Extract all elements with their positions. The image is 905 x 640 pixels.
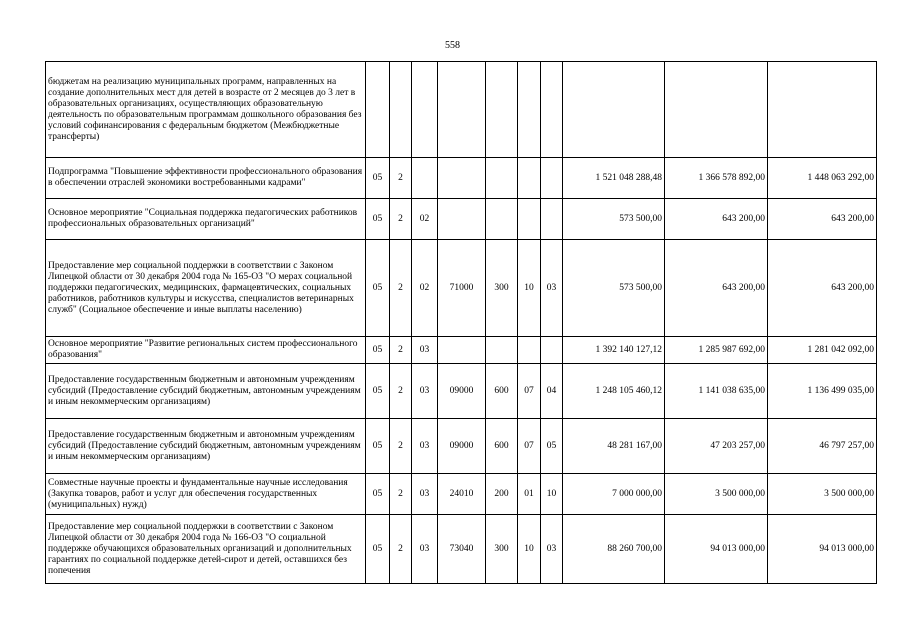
code-section: 10 bbox=[518, 240, 541, 337]
amount-year-3: 1 281 042 092,00 bbox=[768, 337, 877, 364]
code-expense-type: 600 bbox=[486, 419, 518, 474]
code-direction bbox=[438, 62, 486, 158]
amount-year-3: 94 013 000,00 bbox=[768, 515, 877, 584]
code-section bbox=[518, 337, 541, 364]
code-subsection bbox=[541, 199, 563, 240]
code-section: 07 bbox=[518, 419, 541, 474]
code-direction bbox=[438, 199, 486, 240]
code-direction bbox=[438, 158, 486, 199]
amount-year-3: 643 200,00 bbox=[768, 240, 877, 337]
code-program: 05 bbox=[366, 240, 390, 337]
amount-year-1: 1 248 105 460,12 bbox=[563, 364, 665, 419]
code-expense-type: 200 bbox=[486, 474, 518, 515]
code-subsection bbox=[541, 158, 563, 199]
code-activity: 03 bbox=[412, 419, 438, 474]
code-expense-type bbox=[486, 158, 518, 199]
code-expense-type bbox=[486, 199, 518, 240]
amount-year-1: 1 521 048 288,48 bbox=[563, 158, 665, 199]
code-program: 05 bbox=[366, 419, 390, 474]
code-subsection bbox=[541, 337, 563, 364]
code-activity bbox=[412, 62, 438, 158]
code-section: 10 bbox=[518, 515, 541, 584]
code-activity: 02 bbox=[412, 199, 438, 240]
code-subsection: 03 bbox=[541, 515, 563, 584]
code-section bbox=[518, 62, 541, 158]
amount-year-3: 1 448 063 292,00 bbox=[768, 158, 877, 199]
code-section: 07 bbox=[518, 364, 541, 419]
code-subprogram: 2 bbox=[390, 515, 412, 584]
code-program: 05 bbox=[366, 199, 390, 240]
table-row bbox=[46, 515, 877, 584]
code-activity: 03 bbox=[412, 515, 438, 584]
code-subprogram: 2 bbox=[390, 364, 412, 419]
code-subsection: 03 bbox=[541, 240, 563, 337]
code-expense-type: 300 bbox=[486, 240, 518, 337]
code-activity: 02 bbox=[412, 240, 438, 337]
code-subprogram: 2 bbox=[390, 199, 412, 240]
table-row bbox=[46, 158, 877, 199]
code-program: 05 bbox=[366, 515, 390, 584]
budget-table bbox=[45, 61, 877, 584]
code-subsection bbox=[541, 62, 563, 158]
amount-year-2: 643 200,00 bbox=[665, 199, 768, 240]
code-subprogram: 2 bbox=[390, 240, 412, 337]
code-program bbox=[366, 62, 390, 158]
code-direction bbox=[438, 337, 486, 364]
code-activity: 03 bbox=[412, 474, 438, 515]
row-description: Предоставление государственным бюджетным и автономным учреждениям субсидий (Предоставление субсидий бюджетным, автономным учреждениям и иным некоммерческим организациям) bbox=[46, 364, 366, 419]
table-row bbox=[46, 62, 877, 158]
code-program: 05 bbox=[366, 158, 390, 199]
amount-year-2: 1 285 987 692,00 bbox=[665, 337, 768, 364]
code-section bbox=[518, 199, 541, 240]
row-description: Основное мероприятие "Развитие региональных систем профессионального образования" bbox=[46, 337, 366, 364]
row-description: Предоставление государственным бюджетным и автономным учреждениям субсидий (Предоставление субсидий бюджетным, автономным учреждениям и иным некоммерческим организациям) bbox=[46, 419, 366, 474]
code-direction: 71000 bbox=[438, 240, 486, 337]
code-activity: 03 bbox=[412, 337, 438, 364]
table-row bbox=[46, 337, 877, 364]
amount-year-3: 3 500 000,00 bbox=[768, 474, 877, 515]
amount-year-3: 46 797 257,00 bbox=[768, 419, 877, 474]
table-row bbox=[46, 419, 877, 474]
code-section: 01 bbox=[518, 474, 541, 515]
code-subprogram: 2 bbox=[390, 474, 412, 515]
table-row bbox=[46, 240, 877, 337]
amount-year-3: 1 136 499 035,00 bbox=[768, 364, 877, 419]
row-description: Предоставление мер социальной поддержки в соответствии с Законом Липецкой области от 30 декабря 2004 года № 165-ОЗ "О мерах социальной поддержки педагогических, медицинских, фармацевтических, социальных работников, работников культуры и искусства, специалистов ветеринарных служб" (Социальное обеспечение и иные выплаты населению) bbox=[46, 240, 366, 337]
code-activity bbox=[412, 158, 438, 199]
amount-year-2: 1 366 578 892,00 bbox=[665, 158, 768, 199]
code-subprogram: 2 bbox=[390, 158, 412, 199]
amount-year-1: 88 260 700,00 bbox=[563, 515, 665, 584]
code-direction: 09000 bbox=[438, 364, 486, 419]
code-direction: 24010 bbox=[438, 474, 486, 515]
amount-year-2: 47 203 257,00 bbox=[665, 419, 768, 474]
code-program: 05 bbox=[366, 364, 390, 419]
table-row bbox=[46, 199, 877, 240]
code-subprogram: 2 bbox=[390, 419, 412, 474]
amount-year-1: 573 500,00 bbox=[563, 199, 665, 240]
amount-year-1: 48 281 167,00 bbox=[563, 419, 665, 474]
amount-year-1: 7 000 000,00 bbox=[563, 474, 665, 515]
amount-year-2: 1 141 038 635,00 bbox=[665, 364, 768, 419]
table-row bbox=[46, 364, 877, 419]
page-number: 558 bbox=[445, 40, 460, 51]
amount-year-1: 573 500,00 bbox=[563, 240, 665, 337]
amount-year-1: 1 392 140 127,12 bbox=[563, 337, 665, 364]
code-direction: 73040 bbox=[438, 515, 486, 584]
code-direction: 09000 bbox=[438, 419, 486, 474]
row-description: бюджетам на реализацию муниципальных программ, направленных на создание дополнительных мест для детей в возрасте от 2 месяцев до 3 лет в образовательных организациях, осуществляющих образовательную деятельность по образовательным программам дошкольного образования без условий софинансирования с федеральным бюджетом (Межбюджетные трансферты) bbox=[46, 62, 366, 158]
amount-year-2 bbox=[665, 62, 768, 158]
row-description: Предоставление мер социальной поддержки в соответствии с Законом Липецкой области от 30 декабря 2004 года № 166-ОЗ "О социальной поддержке обучающихся образовательных организаций и дополнительных гарантиях по социальной поддержке детей-сирот и детей, оставшихся без попечения bbox=[46, 515, 366, 584]
code-subsection: 04 bbox=[541, 364, 563, 419]
code-subsection: 05 bbox=[541, 419, 563, 474]
code-activity: 03 bbox=[412, 364, 438, 419]
code-subprogram bbox=[390, 62, 412, 158]
row-description: Подпрограмма "Повышение эффективности профессионального образования в обеспечении отраслей экономики востребованными кадрами" bbox=[46, 158, 366, 199]
code-expense-type: 300 bbox=[486, 515, 518, 584]
code-expense-type bbox=[486, 337, 518, 364]
amount-year-2: 94 013 000,00 bbox=[665, 515, 768, 584]
code-expense-type bbox=[486, 62, 518, 158]
amount-year-1 bbox=[563, 62, 665, 158]
row-description: Совместные научные проекты и фундаментальные научные исследования (Закупка товаров, работ и услуг для обеспечения государственных (муниципальных) нужд) bbox=[46, 474, 366, 515]
amount-year-2: 643 200,00 bbox=[665, 240, 768, 337]
code-program: 05 bbox=[366, 474, 390, 515]
code-expense-type: 600 bbox=[486, 364, 518, 419]
code-subprogram: 2 bbox=[390, 337, 412, 364]
amount-year-3: 643 200,00 bbox=[768, 199, 877, 240]
code-subsection: 10 bbox=[541, 474, 563, 515]
row-description: Основное мероприятие "Социальная поддержка педагогических работников профессиональных образовательных организаций" bbox=[46, 199, 366, 240]
table-row bbox=[46, 474, 877, 515]
amount-year-2: 3 500 000,00 bbox=[665, 474, 768, 515]
code-program: 05 bbox=[366, 337, 390, 364]
amount-year-3 bbox=[768, 62, 877, 158]
code-section bbox=[518, 158, 541, 199]
